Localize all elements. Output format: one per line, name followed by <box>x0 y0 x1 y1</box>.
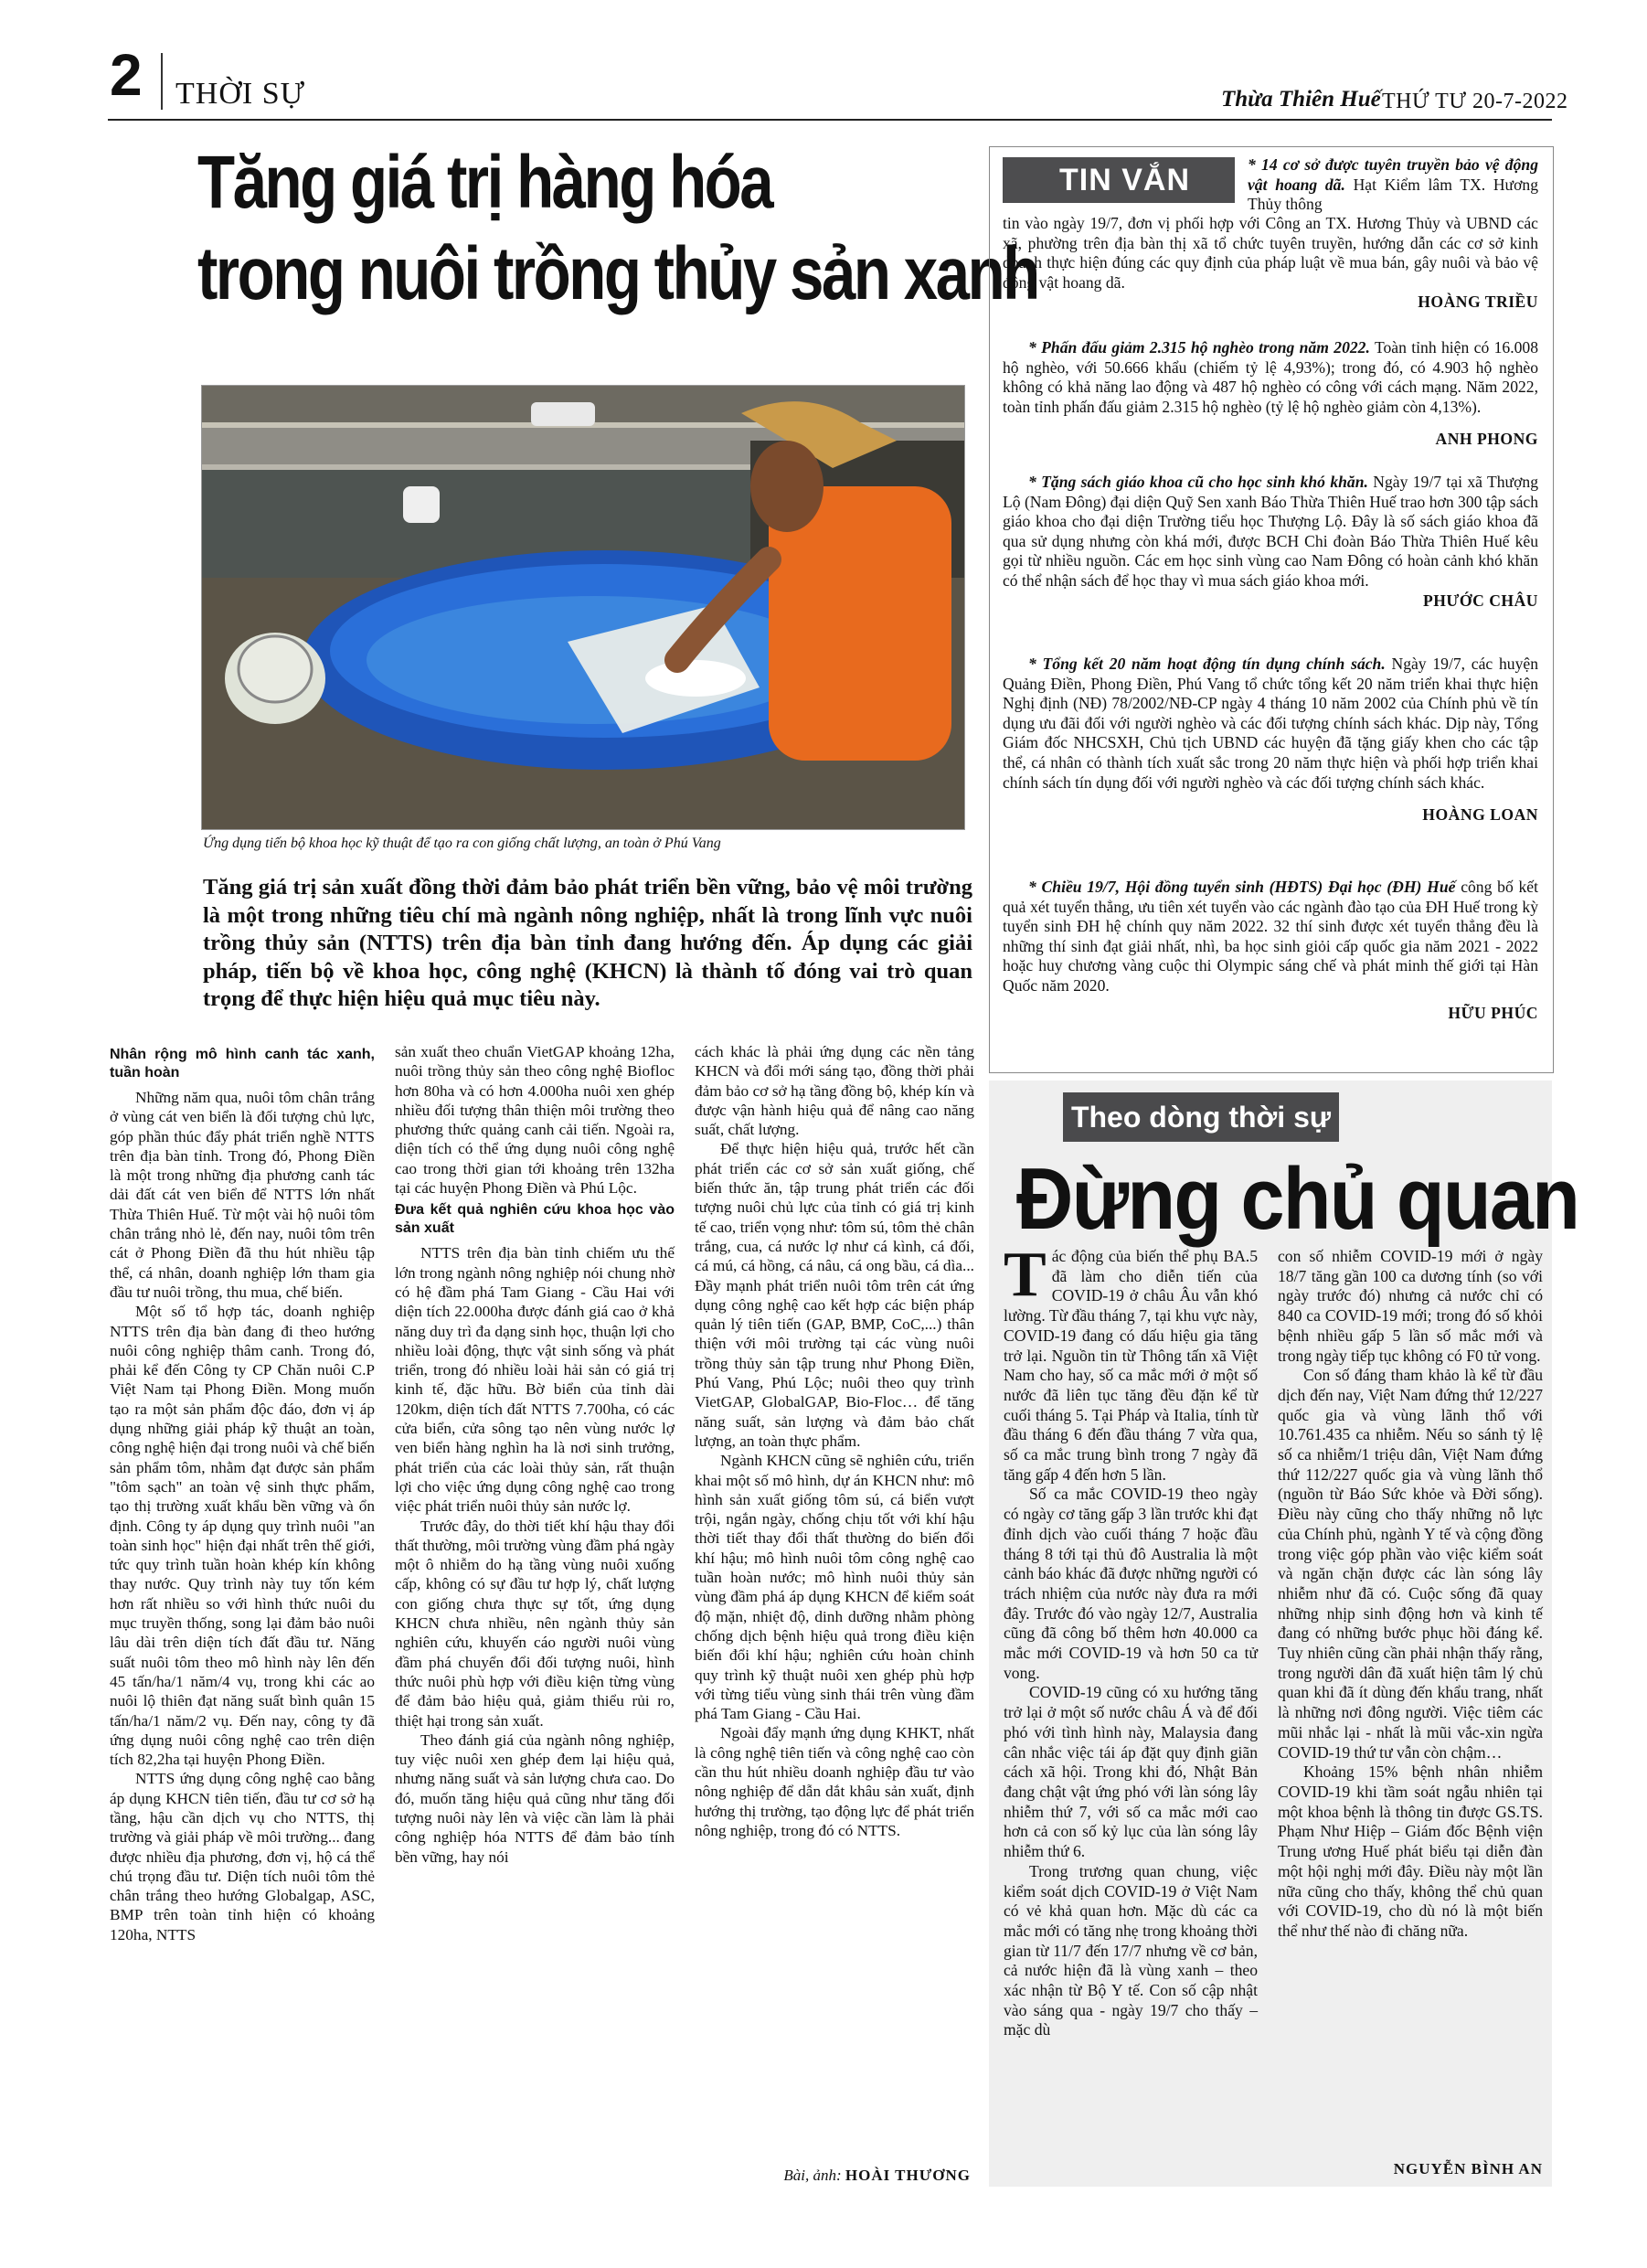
brief-text: Toàn tỉnh hiện có 16.008 hộ nghèo, với 50.666 khẩu (chiếm tỷ lệ 4,93%); trong đó, có 4.903 hộ nghèo không có khả năng lao động và 487 hộ nghèo có công với cách mạng. Năm 2022, toàn tỉnh phấn đấu giảm 2.315 hộ nghèo (tỷ lệ hộ nghèo giảm còn 4,13%). <box>1003 338 1538 416</box>
article-headline <box>197 137 1038 320</box>
paragraph: COVID-19 cũng có xu hướng tăng trở lại ở một số nước châu Á và để đối phó với tình hình này, Malaysia đang cân nhắc việc tái áp đặt quy định giãn cách xã hội. Trong khi đó, Nhật Bản đang chật vật ứng phó với làn sóng lây nhiễm thứ 7, với số ca mắc mới cao hơn cả con số kỷ lục của làn sóng lây nhiễm thứ 6. <box>1004 1683 1258 1861</box>
paragraph: Trong trương quan chung, việc kiểm soát dịch COVID-19 ở Việt Nam có vẻ khả quan hơn. Mặc dù các ca mắc mới có tăng nhẹ trong khoảng thời gian từ 11/7 đến 17/7 nhưng về cơ bản, cả nước hiện đã là vùng xanh – theo xác nhận từ Bộ Y tế. Con số cập nhật vào sáng qua - ngày 19/7 cho thấy – mặc dù <box>1004 1861 1258 2039</box>
paragraph: Theo đánh giá của ngành nông nghiệp, tuy việc nuôi xen ghép đem lại hiệu quả, nhưng năng suất và sản lượng chưa cao. Do đó, muốn tăng hiệu quả cũng như tăng đối tượng nuôi này lên và việc cần làm là phải công nghiệp hóa NTTS để đảm bảo tính bền vững, hay nói <box>395 1730 675 1866</box>
brief-1 <box>1003 214 1538 313</box>
aquaculture-photo-illustration <box>202 386 964 829</box>
paragraph: Ngoài đẩy mạnh ứng dụng KHKT, nhất là công nghệ tiên tiến và công nghệ cao còn cần thu hút nhiều doanh nghiệp đầu tư vào nông nghiệp để dẫn dắt khâu sản xuất, định hướng thị trường, tạo động lực để phát triển nông nghiệp, trong đó có NTTS. <box>695 1724 974 1839</box>
paragraph: cách khác là phải ứng dụng các nền tảng KHCN và đổi mới sáng tạo, đồng thời phải đảm bảo cơ sở hạ tầng đồng bộ, khép kín và được vận hành hiệu quả để nâng cao năng suất, chất lượng. <box>695 1043 974 1139</box>
commentary-title: Đừng chủ quan <box>1016 1150 1579 1248</box>
brief-1-title <box>1248 155 1538 215</box>
header-rule <box>108 119 1552 121</box>
section-name: THỜI SỰ <box>175 77 305 111</box>
paragraph: Để thực hiện hiệu quả, trước hết cần phát triển các cơ sở sản xuất giống, chế biến thức ăn, tập trung phát triển các đối tượng nuôi chủ lực của tỉnh có giá trị kinh tế cao, triển vọng như: tôm sú, tôm thẻ chân trắng, cua, cá nước lợ như cá kình, cá đối, cá mú, cá hồng, cá nâu, cá ong bầu, cá dìa... Đầy mạnh phát triển nuôi tôm trên cát ứng dụng công nghệ cao kết hợp các biện pháp quản lý tiên tiến (GAP, BMP, CoC,...) thân thiện với môi trường tại các vùng nuôi trồng thủy sản tập trung như Phong Điền, Phú Vang, Phú Lộc; nuôi theo quy trình VietGAP, GlobalGAP, Bio-Floc… để tăng năng suất, sản lượng và đảm bảo chất lượng, an toàn thực phẩm. <box>695 1140 974 1450</box>
byline-prefix: Bài, ảnh: <box>783 2167 842 2184</box>
brief-4 <box>1003 655 1538 825</box>
commentary-tag: Theo dòng thời sự <box>1063 1092 1339 1142</box>
brief-title: * Tổng kết 20 năm hoạt động tín dụng chính sách. <box>1028 655 1386 673</box>
paragraph: Một số tổ hợp tác, doanh nghiệp NTTS trên địa bàn đang đi theo hướng nuôi công nghiệp thâm canh. Trong đó, phải kể đến Công ty CP Chăn nuôi C.P Việt Nam tại Phong Điền. Mong muốn tạo ra một sản phẩm độc đáo, đơn vị áp dụng những giải pháp kỹ thuật an toàn, công nghệ hiện đại trong nuôi và chế biến sản phẩm tôm, nhằm đạt được sản phẩm "tôm sạch" an toàn vệ sinh thực phẩm, tạo thị trường xuất khẩu bền vững và ổn định. Công ty áp dụng quy trình nuôi "an toàn sinh học" hiện đại nhất trên thế giới, tức quy trình tuần hoàn khép kín không thay nước. Quy trình này tuy tốn kém hơn rất nhiều so với hình thức nuôi du mục truyền thống, song lại đảm bảo nuôi lâu dài trên diện tích đất đầu tư. Năng suất nuôi tôm theo mô hình này lên đến 45 tấn/ha/1 năm/4 vụ, trong khi các ao nuôi lộ thiên đạt năng suất bình quân 15 tấn/ha/1 năm/2 vụ. Đến nay, công ty đã ứng dụng nuôi công nghệ cao trên diện tích 82,2ha tại huyện Phong Điền. <box>110 1303 375 1769</box>
article-byline <box>695 2167 971 2185</box>
subheading: Đưa kết quả nghiên cứu khoa học vào sản xuất <box>395 1202 675 1237</box>
byline-author: HOÀI THƯƠNG <box>845 2167 971 2184</box>
brief-author: ANH PHONG <box>1435 430 1538 449</box>
paragraph: ác động của biến thể phụ BA.5 đã làm cho diễn tiến của COVID-19 ở châu Âu vẫn khó lường. Từ đầu tháng 7, tại khu vực này, COVID-19 đang có dấu hiệu gia tăng trở lại. Nguồn tin từ Thông tấn xã Việt Nam cho hay, số ca mắc mới ở một số nước đã liên tục tăng đều đặn kể từ cuối tháng 5. Tại Pháp và Italia, tính từ đầu tháng 6 đến đầu tháng 7 vừa qua, số ca mắc trung bình trong 7 ngày đã tăng gấp 4 đến hơn 5 lần. <box>1004 1247 1258 1484</box>
brief-2 <box>1003 338 1538 450</box>
paragraph: Trước đây, do thời tiết khí hậu thay đổi thất thường, môi trường vùng đầm phá ngày một ô nhiễm do hạ tầng vùng nuôi xuống cấp, không có sự đầu tư hợp lý, chất lượng con giống chưa thực sự tốt, ứng dụng KHCN chưa nhiều, nên ngành thủy sản nghiên cứu, khuyến cáo người nuôi vùng đầm phá chuyển đổi đối tượng nuôi, hình thức nuôi phù hợp với điều kiện từng vùng để đảm bảo hiệu quả, giảm thiểu rủi ro, thiệt hại trong sản xuất. <box>395 1517 675 1730</box>
brief-text: Hạt Kiểm lâm TX. Hương Thủy thông <box>1248 175 1538 214</box>
commentary-author: NGUYỄN BÌNH AN <box>1393 2160 1543 2177</box>
brief-author: HOÀNG LOAN <box>1422 805 1538 825</box>
article-lead: Tăng giá trị sản xuất đồng thời đảm bảo phát triển bền vững, bảo vệ môi trường là một trong những tiêu chí mà ngành nông nghiệp, nhất là trong lĩnh vực nuôi trồng thủy sản (NTTS) trên địa bàn tỉnh đang hướng đến. Áp dụng các giải pháp, tiến bộ về khoa học, công nghệ (KHCN) là thành tố đóng vai trò quan trọng để thực hiện hiệu quả mục tiêu này. <box>203 875 972 1011</box>
paragraph: NTTS ứng dụng công nghệ cao bằng áp dụng KHCN tiên tiến, đầu tư cơ sở hạ tầng, hậu cần dịch vụ cho NTTS, thị trường và giải pháp về môi trường... đang được nhiều địa phương, đơn vị, hộ cá thể chú trọng đầu tư. Diện tích nuôi tôm thẻ chân trắng theo hướng Globalgap, ASC, BMP trên toàn tỉnh hiện có khoảng 120ha, NTTS <box>110 1770 375 1943</box>
commentary-column-1 <box>1004 1240 1258 2040</box>
issue-date: THỨ TƯ 20-7-2022 <box>1382 90 1568 113</box>
headline-line-2: trong nuôi trồng thủy sản xanh <box>197 232 1038 315</box>
paragraph: Số ca mắc COVID-19 theo ngày có ngày cơ tăng gấp 3 lần trước khi đạt đỉnh dịch vào cuối tháng 7 hoặc đầu tháng 8 tới tại thủ đô Australia là một cảnh báo khác đã được những người có trách nhiệm của nước này đưa ra mới đây. Trước đó vào ngày 12/7, Australia cũng đã công bố thêm hơn 40.000 ca mắc mới COVID-19 và hơn 50 ca tử vong. <box>1004 1485 1258 1682</box>
paragraph: sản xuất theo chuẩn VietGAP khoảng 12ha, nuôi trồng thủy sản theo công nghệ Biofloc hơn 80ha và có hơn 4.000ha nuôi xen ghép nhiều đối tượng thân thiện môi trường theo phương thức quảng canh cải tiến. Ngoài ra, diện tích có thể ứng dụng nuôi công nghệ cao trong thời gian tới khoảng trên 132ha tại các huyện Phong Điền và Phú Lộc. <box>395 1043 675 1198</box>
brief-title: * Phấn đấu giảm 2.315 hộ nghèo trong năm 2022. <box>1028 338 1370 357</box>
brief-title: * Chiều 19/7, Hội đồng tuyển sinh (HĐTS) Đại học (ĐH) Huế <box>1028 878 1456 896</box>
brief-title: * 14 cơ sở được tuyên truyền bảo vệ động vật hoang dã. <box>1248 155 1538 194</box>
brief-text: tin vào ngày 19/7, đơn vị phối hợp với Công an TX. Hương Thủy và UBND các xã, phường trên địa bàn thị xã tổ chức tuyên truyền, hướng dẫn các cơ sở kinh doanh thực hiện đúng các quy định của pháp luật về mua bán, gây nuôi và bảo vệ động vật hoang dã. <box>1003 214 1538 292</box>
commentary-column-2 <box>1278 1247 1543 1942</box>
brief-title: * Tặng sách giáo khoa cũ cho học sinh khó khăn. <box>1028 473 1368 491</box>
brief-5 <box>1003 878 1538 1023</box>
brief-text: Ngày 19/7, các huyện Quảng Điền, Phong Điền, Phú Vang tổ chức tổng kết 20 năm triển khai thực hiện Nghị định (NĐ) 78/2002/NĐ-CP ngày 4 tháng 10 năm 2002 của Chính phủ về tín dụng ưu đãi đối với người nghèo và các đối tượng chính sách khác. Dịp này, Tổng Giám đốc NHCSXH, Chủ tịch UBND các huyện đã tặng giấy khen cho các tập thể, cá nhân có thành tích xuất sắc trong 20 năm thực hiện và phối hợp triển khai chính sách tín dụng đối với người nghèo và các đối tượng chính sách khác. <box>1003 655 1538 792</box>
news-brief-tag: TIN VẮN <box>1003 157 1235 203</box>
header-divider <box>161 53 163 110</box>
drop-cap: T <box>1004 1240 1047 1310</box>
page-number: 2 <box>110 42 143 108</box>
brief-text: Ngày 19/7 tại xã Thượng Lộ (Nam Đông) đại diện Quỹ Sen xanh Báo Thừa Thiên Huế trao hơn 300 tập sách giáo khoa cho đại diện Trường tiểu học Thượng Lộ. Đây là số sách giáo khoa đã qua sử dụng nhưng còn khá mới, được BCH Chi đoàn Báo Thừa Thiên Huế kêu gọi từ nhiều nguồn. Các em học sinh vùng cao Nam Đông có hoàn cảnh khó khăn có thể nhận sách để học thay vì mua sách giáo khoa mới. <box>1003 473 1538 590</box>
subheading: Nhân rộng mô hình canh tác xanh, tuần hoàn <box>110 1047 375 1081</box>
article-column-3 <box>695 1042 974 1840</box>
brief-author: HỮU PHÚC <box>1448 1003 1538 1022</box>
paragraph: Con số đáng tham khảo là kể từ đầu dịch đến nay, Việt Nam đứng thứ 12/227 quốc gia và vùng lãnh thổ với 10.761.435 ca nhiễm. Nếu so sánh tỷ lệ số ca nhiễm/1 triệu dân, Việt Nam đứng thứ 112/227 quốc gia và vùng lãnh thổ (nguồn từ Báo Sức khỏe và Đời sống). Điều này cũng cho thấy những nỗ lực của Chính phủ, ngành Y tế và cộng đồng trong việc góp phần vào việc kiểm soát và ngăn chặn được các làn sóng lây nhiễm như đã có. Cuộc sống đã quay những nhịp sinh động hơn và kinh tế đang có những bước phục hồi đáng kể. Tuy nhiên cũng cần phải nhận thấy rằng, trong người dân đã xuất hiện tâm lý chủ quan khi đã ít dùng đến khẩu trang, nhất là những nơi đông người. Việc tiêm các mũi nhắc lại - nhất là mũi vắc-xin ngừa COVID-19 thứ tư vẫn còn chậm… <box>1278 1366 1543 1762</box>
paragraph: NTTS trên địa bàn tỉnh chiếm ưu thế lớn trong ngành nông nghiệp nói chung nhờ có hệ đầm phá Tam Giang - Cầu Hai với diện tích 22.000ha được đánh giá cao ở khả năng duy trì đa dạng sinh học, thuận lợi cho nhiều loài động, thực vật sinh sống và phát triển, trong đó nhiều loài hải sản có giá trị kinh tế, đặc hữu. Bờ biển của tỉnh dài 120km, diện tích đất NTTS 7.700ha, có các cửa biển, cửa sông tạo nên vùng nước lợ ven biển hàng nghìn ha là nơi sinh trưởng, phát triển của các loài thủy sản, rất thuận lợi cho việc ứng dụng công nghệ cao trong việc phát triển nuôi thủy sản nước lợ. <box>395 1244 675 1516</box>
brief-author: PHƯỚC CHÂU <box>1422 591 1538 610</box>
photo-caption: Ứng dụng tiến bộ khoa học kỹ thuật để tạo ra con giống chất lượng, an toàn ở Phú Vang <box>203 836 721 851</box>
paragraph: con số nhiễm COVID-19 mới ở ngày 18/7 tăng gần 100 ca dương tính (so với ngày trước đó) nhưng cả nước chỉ có 840 ca COVID-19 mới; trong đó số khỏi bệnh nhiều gấp 5 lần số mắc mới và trong ngày tiếp tục không có F0 tử vong. <box>1278 1247 1543 1365</box>
brief-author: HOÀNG TRIỀU <box>1418 293 1538 312</box>
article-column-2 <box>395 1042 675 1867</box>
brief-text: công bố kết quả xét tuyển thẳng, ưu tiên xét tuyển vào các ngành đào tạo của ĐH Huế trong kỳ tuyển sinh ĐH hệ chính quy năm 2022. 32 thí sinh được xét tuyển thẳng đều là những thí sinh đạt giải nhất, nhì, ba học sinh giỏi cấp quốc gia năm 2021 - 2022 hoặc huy chương vàng cuộc thi Olympic sáng chế và phát minh thế giới tại Hàn Quốc năm 2020. <box>1003 878 1538 995</box>
newspaper-name: Thừa Thiên Huế <box>1221 87 1381 112</box>
brief-3 <box>1003 473 1538 611</box>
paragraph: Những năm qua, nuôi tôm chân trắng ở vùng cát ven biển là đối tượng chủ lực, góp phần thúc đẩy phát triển nghề NTTS trên địa bàn tỉnh. Trong đó, Phong Điền là một trong những địa phương canh tác dải đất cát ven biển để NTTS lớn nhất Thừa Thiên Huế. Từ một vài hộ nuôi tôm chân trắng nhỏ lẻ, đến nay, nuôi tôm trên cát ở Phong Điền đã thu hút nhiều tập thể, cá nhân, doanh nghiệp lớn tham gia đầu tư nuôi trồng, thu mua, chế biến. <box>110 1089 375 1301</box>
article-photo <box>201 385 965 830</box>
paragraph: Khoảng 15% bệnh nhân nhiễm COVID-19 khi tầm soát ngẫu nhiên tại một khoa bệnh là thông tin được GS.TS. Phạm Như Hiệp – Giám đốc Bệnh viện Trung ương Huế phát biểu tại diễn đàn một hội nghị mới đây. Điều này một lần nữa cũng cho thấy, không thể chủ quan với COVID-19, cho dù nó là một biến thể như thế nào đi chăng nữa. <box>1278 1762 1543 1940</box>
headline-line-1: Tăng giá trị hàng hóa <box>197 141 772 224</box>
article-column-1 <box>110 1042 375 1944</box>
paragraph: Ngành KHCN cũng sẽ nghiên cứu, triển khai một số mô hình, dự án KHCN như: mô hình sản xuất giống tôm sú, cá biển vượt trội, ngắn ngày, chống chịu tốt với khí hậu thời tiết thay đổi thất thường do biến đổi khí hậu; mô hình nuôi tôm công nghệ cao tuần hoàn nước; mô hình nuôi thủy sản vùng đầm phá áp dụng KHCN để kiểm soát độ mặn, nhiệt độ, dinh dưỡng nhằm phòng chống dịch bệnh hiệu quả trong điều kiện biến đổi khí hậu; nghiên cứu hoàn chỉnh quy trình kỹ thuật nuôi xen ghép phù hợp với từng tiểu vùng sinh thái trên vùng đầm phá Tam Giang - Cầu Hai. <box>695 1452 974 1723</box>
